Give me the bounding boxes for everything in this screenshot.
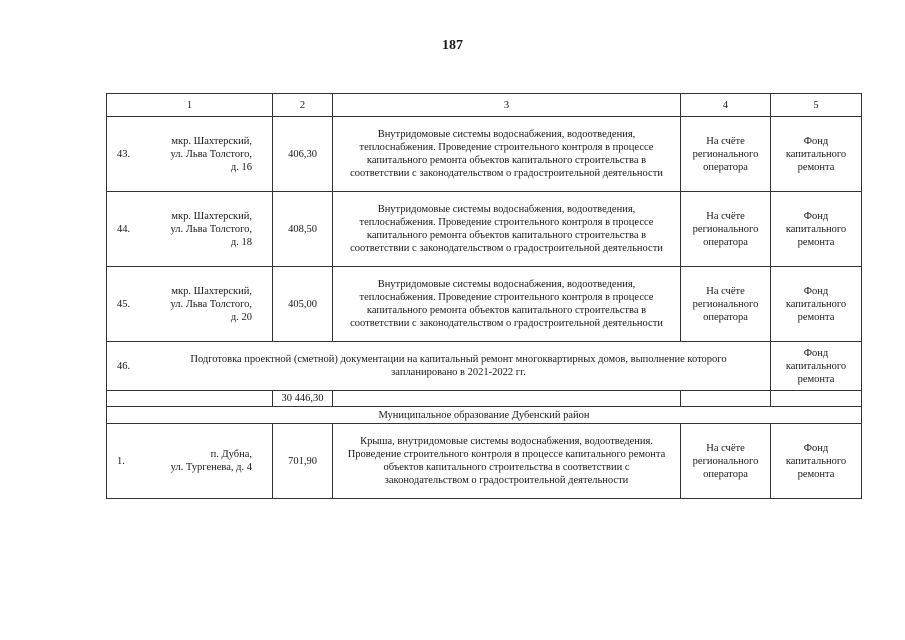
row-number: 1. — [117, 455, 125, 467]
source-cell: Фонд капитального ремонта — [771, 117, 862, 192]
source-cell: Фонд капитального ремонта — [771, 267, 862, 342]
row-number: 45. — [117, 298, 131, 310]
address-line: д. 16 — [230, 161, 252, 173]
header-row — [107, 94, 862, 117]
address-line: ул. Льва Толстого, — [170, 223, 252, 235]
total-empty-cell — [107, 391, 273, 407]
total-area-cell: 30 446,30 — [273, 391, 333, 407]
account-cell: На счёте регионального оператора — [681, 117, 771, 192]
header-col-3: 3 — [333, 94, 681, 117]
header-col-5: 5 — [771, 94, 862, 117]
capital-repair-table — [106, 93, 862, 499]
address-line: д. 20 — [230, 311, 252, 323]
account-cell: На счёте регионального оператора — [681, 267, 771, 342]
header-col-2: 2 — [273, 94, 333, 117]
source-cell: Фонд капитального ремонта — [771, 424, 862, 499]
works-cell: Внутридомовые системы водоснабжения, водоотведения, теплоснабжения. Проведение строительного контроля в процессе капитального ремонта объектов капитального строительства в соответствии с законодательством о градостроительной деятельности — [333, 117, 681, 192]
address-cell — [107, 192, 273, 267]
header-col-1: 1 — [107, 94, 273, 117]
row-number: 43. — [117, 148, 131, 160]
row-number: 44. — [117, 223, 131, 235]
design-documentation-text: Подготовка проектной (сметной) документации на капитальный ремонт многоквартирных домов, выполнение которого запланировано в 2021-2022 гг. — [190, 354, 727, 378]
address-line: ул. Тургенева, д. 4 — [170, 462, 252, 473]
row-number: 46. — [117, 360, 131, 372]
region-header-row — [107, 407, 862, 424]
region-title: Муниципальное образование Дубенский район — [107, 407, 862, 424]
total-empty-cell — [681, 391, 771, 407]
address-line: п. Дубна, — [210, 449, 252, 460]
address-line: мкр. Шахтерский, — [171, 135, 252, 147]
table-row — [107, 424, 862, 499]
table-row — [107, 342, 862, 391]
design-documentation-cell — [107, 342, 771, 391]
works-cell: Внутридомовые системы водоснабжения, водоотведения, теплоснабжения. Проведение строительного контроля в процессе капитального ремонта объектов капитального строительства в соответствии с законодательством о градостроительной деятельности — [333, 192, 681, 267]
works-cell: Внутридомовые системы водоснабжения, водоотведения, теплоснабжения. Проведение строительного контроля в процессе капитального ремонта объектов капитального строительства в соответствии с законодательством о градостроительной деятельности — [333, 267, 681, 342]
table-row — [107, 192, 862, 267]
address-line: мкр. Шахтерский, — [171, 210, 252, 222]
account-cell: На счёте регионального оператора — [681, 192, 771, 267]
address-line: д. 18 — [230, 236, 252, 248]
header-col-4: 4 — [681, 94, 771, 117]
page-number: 187 — [442, 38, 463, 53]
address-line: ул. Льва Толстого, — [170, 148, 252, 160]
area-cell: 406,30 — [273, 117, 333, 192]
table-row — [107, 117, 862, 192]
address-line: ул. Льва Толстого, — [170, 298, 252, 310]
address-line: мкр. Шахтерский, — [171, 285, 252, 297]
source-cell: Фонд капитального ремонта — [771, 192, 862, 267]
address-cell — [107, 117, 273, 192]
total-empty-cell — [333, 391, 681, 407]
address-cell — [107, 424, 273, 499]
area-cell: 701,90 — [273, 424, 333, 499]
area-cell: 408,50 — [273, 192, 333, 267]
address-cell — [107, 267, 273, 342]
area-cell: 405,00 — [273, 267, 333, 342]
works-cell: Крыша, внутридомовые системы водоснабжения, водоотведения. Проведение строительного контроля в процессе капитального ремонта объектов капитального строительства в соответствии с законодательством о градостроительной деятельности — [333, 424, 681, 499]
account-cell: На счёте регионального оператора — [681, 424, 771, 499]
source-cell: Фонд капитального ремонта — [771, 342, 862, 391]
table-row — [107, 267, 862, 342]
total-row — [107, 391, 862, 407]
total-empty-cell — [771, 391, 862, 407]
